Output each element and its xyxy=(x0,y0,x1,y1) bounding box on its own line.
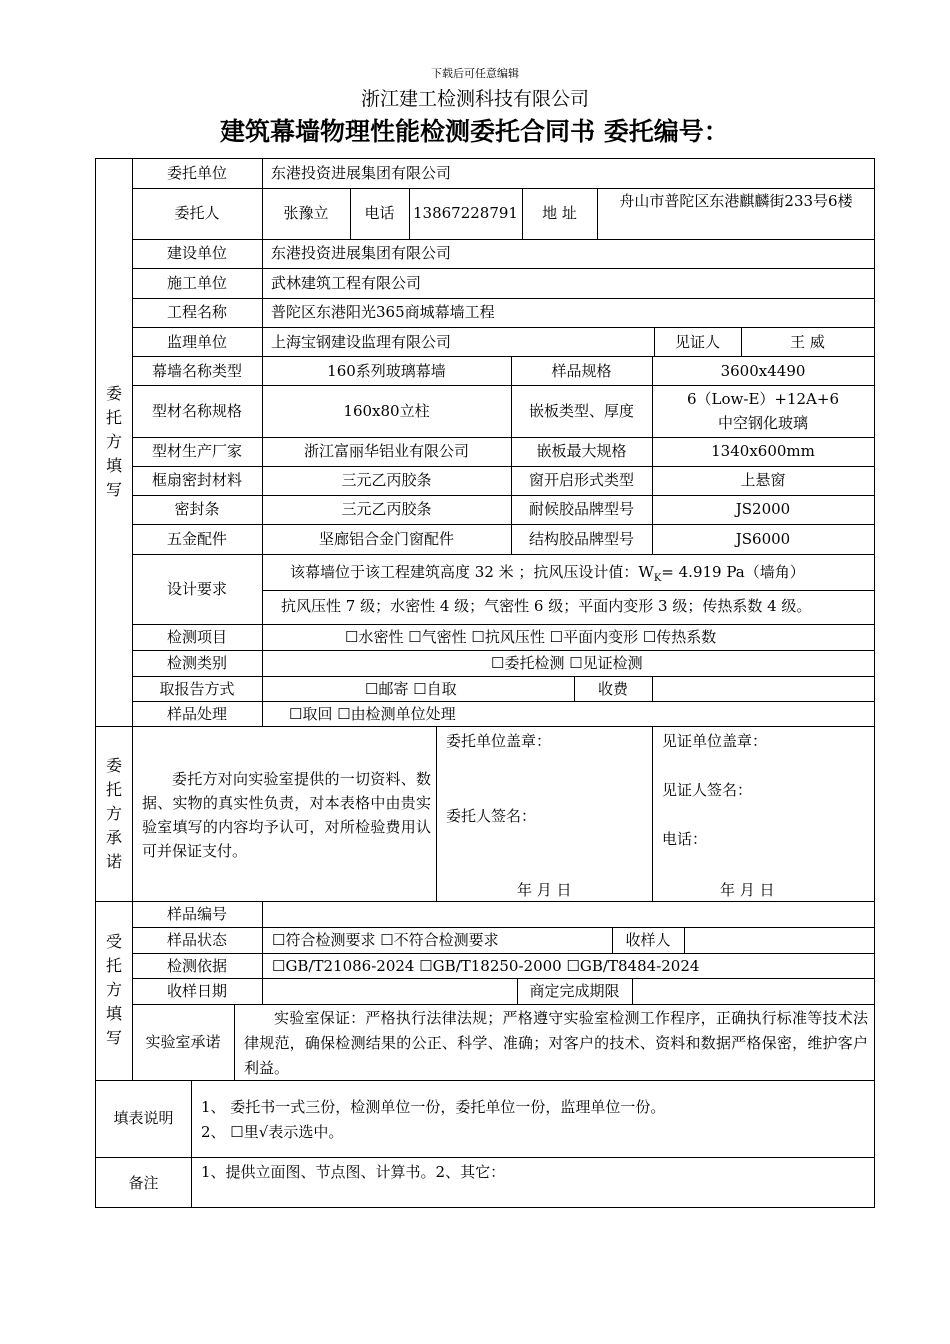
report-method-label: 取报告方式 xyxy=(159,680,235,698)
sample-handling-label: 样品处理 xyxy=(166,705,227,723)
sample-no-label: 样品编号 xyxy=(166,905,227,923)
seal-material-value: 三元乙丙胶条 xyxy=(341,471,432,489)
client-sign-label: 委托人签名： xyxy=(446,807,537,825)
lab-promise-text: 实验室保证：严格执行法律法规；严格遵守实验室检测工作程序，正确执行标准等技术法律规范，确保检测结果的公正、科学、准确；对客户的技术、资料和数据严格保密，维护客户利益。 xyxy=(244,1009,868,1077)
hardware-label: 五金配件 xyxy=(166,530,227,548)
hardware-value: 坚廊铝合金门窗配件 xyxy=(318,530,454,548)
wall-type-value: 160系列玻璃幕墙 xyxy=(327,362,446,380)
sample-spec-label: 样品规格 xyxy=(551,362,612,380)
panel-type-line1: 6（Low-E）+12A+6 xyxy=(687,390,839,408)
build-unit-label: 建设单位 xyxy=(166,244,227,262)
maker-label: 型材生产厂家 xyxy=(151,442,242,460)
test-basis-options[interactable]: ☐GB/T21086-2024 ☐GB/T18250-2000 ☐GB/T8484-2024 xyxy=(272,957,700,975)
receiver-label: 收样人 xyxy=(625,931,671,949)
design-req-line2: 抗风压性 7 级；水密性 4 级；气密性 6 级；平面内变形 3 级；传热系数 4 级。 xyxy=(281,597,812,615)
witness-label: 见证人 xyxy=(674,333,720,351)
struct-glue-label: 结构胶品牌型号 xyxy=(528,530,634,548)
supervise-unit-value: 上海宝钢建设监理有限公司 xyxy=(271,333,452,351)
maker-value: 浙江富丽华铝业有限公司 xyxy=(303,442,469,460)
panel-type-label: 嵌板类型、厚度 xyxy=(528,402,634,420)
client-unit-label: 委托单位 xyxy=(166,164,227,182)
section-label-promise: 委托方承诺 xyxy=(105,756,122,871)
panel-max-value: 1340x600mm xyxy=(711,442,815,460)
project-name-label: 工程名称 xyxy=(166,303,227,321)
client-person-label: 委托人 xyxy=(174,204,220,222)
address-value: 舟山市普陀区东港麒麟街233号6楼 xyxy=(619,192,853,210)
page-title: 建筑幕墙物理性能检测委托合同书 委托编号： xyxy=(220,117,729,146)
panel-max-label: 嵌板最大规格 xyxy=(536,442,627,460)
wall-type-label: 幕墙名称类型 xyxy=(151,362,242,380)
profile-value: 160x80立柱 xyxy=(343,402,430,420)
lab-promise-label: 实验室承诺 xyxy=(145,1033,221,1051)
supervise-unit-label: 监理单位 xyxy=(166,333,227,351)
test-items-label: 检测项目 xyxy=(166,628,227,646)
client-date: 年 月 日 xyxy=(517,881,572,899)
test-category-label: 检测类别 xyxy=(166,654,227,672)
fill-instructions-line2: 2、 ☐里√表示选中。 xyxy=(201,1123,344,1141)
test-category-options[interactable]: ☐委托检测 ☐见证检测 xyxy=(491,654,643,672)
design-req-text-b: = 4.919 Pa（墙角） xyxy=(661,563,805,581)
build-unit-value: 东港投资进展集团有限公司 xyxy=(271,244,452,262)
witness-phone-label: 电话： xyxy=(662,830,708,848)
seal-strip-value: 三元乙丙胶条 xyxy=(341,500,432,518)
section-label-receiver: 受托方填写 xyxy=(105,932,122,1047)
seal-strip-label: 密封条 xyxy=(174,500,220,518)
test-items-options[interactable]: ☐水密性 ☐气密性 ☐抗风压性 ☐平面内变形 ☐传热系数 xyxy=(345,628,717,646)
fill-instructions-line1: 1、 委托书一式三份，检测单位一份，委托单位一份，监理单位一份。 xyxy=(201,1098,666,1116)
client-seal-label: 委托单位盖章： xyxy=(446,732,552,750)
fee-label: 收费 xyxy=(597,680,628,698)
witness-sign-label: 见证人签名： xyxy=(662,781,753,799)
window-open-label: 窗开启形式类型 xyxy=(528,471,634,489)
sample-spec-value: 3600x4490 xyxy=(720,362,806,380)
project-name-value: 普陀区东港阳光365商城幕墙工程 xyxy=(271,303,495,321)
weather-glue-value: JS2000 xyxy=(735,500,791,518)
remarks-value: 1、提供立面图、节点图、计算书。2、其它： xyxy=(201,1163,506,1181)
client-person-value: 张豫立 xyxy=(283,204,329,222)
design-req-line1 xyxy=(290,561,805,590)
design-req-subscript: K xyxy=(653,573,662,584)
promise-text: 委托方对向实验室提供的一切资料、数据、实物的真实性负责，对本表格中由贵实验室填写的内容均予认可，对所检验费用认可并保证支付。 xyxy=(142,770,431,860)
witness-date: 年 月 日 xyxy=(720,881,775,899)
company-name: 浙江建工检测科技有限公司 xyxy=(360,88,589,110)
receive-date-label: 收样日期 xyxy=(166,982,227,1000)
fill-instructions-label: 填表说明 xyxy=(113,1109,174,1127)
finish-deadline-label: 商定完成期限 xyxy=(529,982,620,1000)
profile-label: 型材名称规格 xyxy=(151,402,242,420)
report-method-options[interactable]: ☐邮寄 ☐自取 xyxy=(365,680,457,698)
download-note: 下载后可任意编辑 xyxy=(431,67,519,80)
witness-seal-label: 见证单位盖章： xyxy=(662,732,768,750)
sample-state-label: 样品状态 xyxy=(166,931,227,949)
address-label: 地 址 xyxy=(542,204,577,222)
weather-glue-label: 耐候胶品牌型号 xyxy=(528,500,634,518)
test-basis-label: 检测依据 xyxy=(166,957,227,975)
design-req-text-a: 该幕墙位于该工程建筑高度 32 米 ；抗风压设计值：W xyxy=(290,563,654,581)
construct-unit-value: 武林建筑工程有限公司 xyxy=(271,274,422,292)
phone-value: 13867228791 xyxy=(413,204,518,222)
panel-type-line2: 中空钢化玻璃 xyxy=(717,414,808,432)
phone-label: 电话 xyxy=(364,204,395,222)
client-unit-value: 东港投资进展集团有限公司 xyxy=(271,164,452,182)
design-req-label: 设计要求 xyxy=(166,580,227,598)
remarks-label: 备注 xyxy=(128,1174,159,1192)
section-label-client: 委托方填写 xyxy=(105,384,122,499)
struct-glue-value: JS6000 xyxy=(735,530,791,548)
sample-handling-options[interactable]: ☐取回 ☐由检测单位处理 xyxy=(289,705,456,723)
window-open-value: 上悬窗 xyxy=(740,471,786,489)
construct-unit-label: 施工单位 xyxy=(166,274,227,292)
seal-material-label: 框扇密封材料 xyxy=(151,471,242,489)
sample-state-options[interactable]: ☐符合检测要求 ☐不符合检测要求 xyxy=(272,931,499,949)
witness-value: 王 威 xyxy=(790,333,825,351)
